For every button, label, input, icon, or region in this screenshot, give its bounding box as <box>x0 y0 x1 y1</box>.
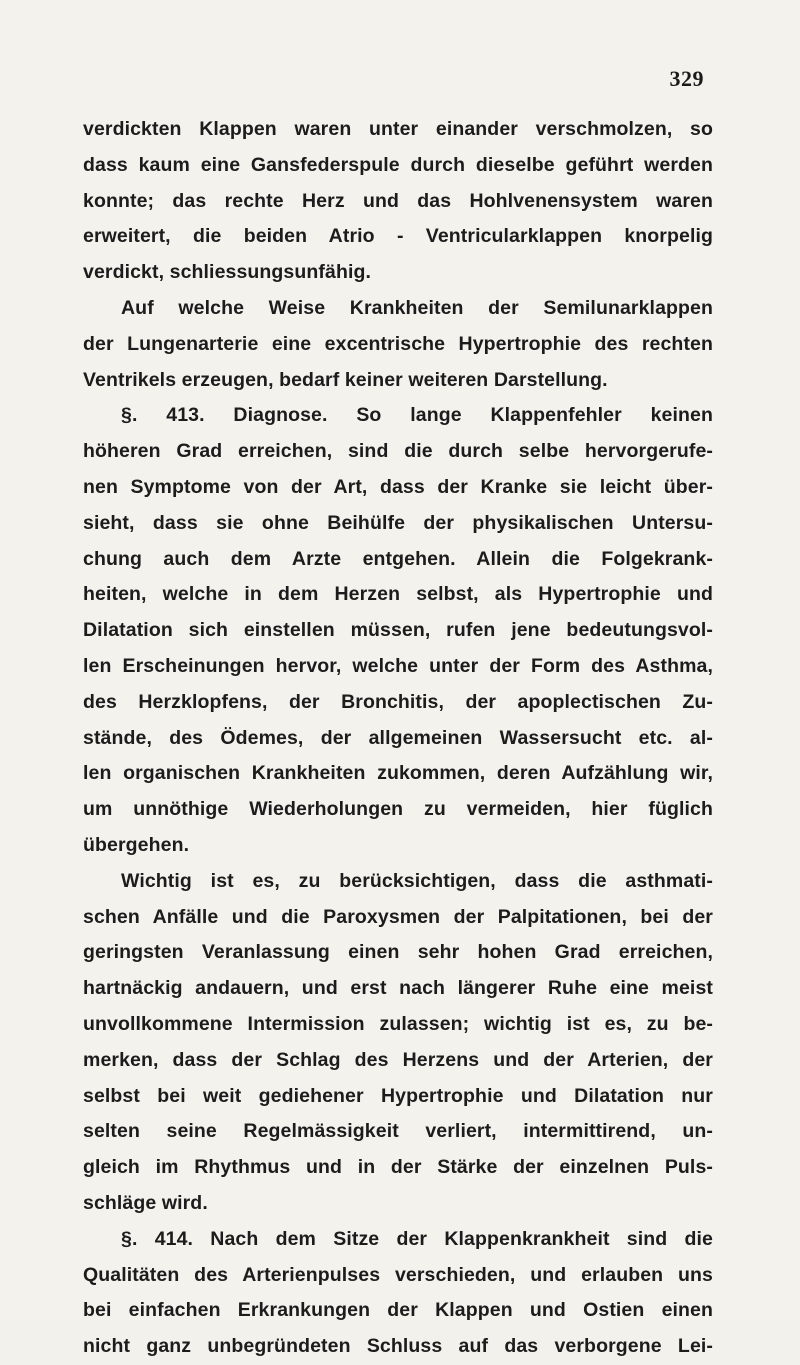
text-line: geringsten Veranlassung einen sehr hohen Grad erreichen, <box>83 941 713 964</box>
text-line: verdickt, schliessungsunfähig. <box>83 261 371 284</box>
text-line: Auf welche Weise Krankheiten der Semilunarklappen <box>121 296 713 319</box>
text-line: schläge wird. <box>83 1191 208 1214</box>
text-line: unvollkommene Intermission zulassen; wichtig ist es, zu be- <box>83 1012 713 1035</box>
text-line: hartnäckig andauern, und erst nach längerer Ruhe eine meist <box>83 977 713 1000</box>
text-line: höheren Grad erreichen, sind die durch selbe hervorgerufe- <box>83 440 713 463</box>
text-line: chung auch dem Arzte entgehen. Allein die Folgekrank- <box>83 547 713 570</box>
text-line: nicht ganz unbegründeten Schluss auf das verborgene Lei- <box>83 1335 713 1358</box>
text-line: dass kaum eine Gansfederspule durch dieselbe geführt werden <box>83 153 713 176</box>
text-line: stände, des Ödemes, der allgemeinen Wassersucht etc. al- <box>83 726 713 749</box>
text-line: §. 414. Nach dem Sitze der Klappenkrankheit sind die <box>121 1227 713 1250</box>
text-line: verdickten Klappen waren unter einander verschmolzen, so <box>83 118 713 140</box>
text-line: übergehen. <box>83 833 190 856</box>
text-line: §. 413. Diagnose. So lange Klappenfehler keinen <box>121 404 713 427</box>
text-line: Wichtig ist es, zu berücksichtigen, dass die asthmati- <box>121 869 713 892</box>
text-line: erweitert, die beiden Atrio - Ventricularklappen knorpelig <box>83 225 713 248</box>
text-line: der Lungenarterie eine excentrische Hypertrophie des rechten <box>83 332 713 355</box>
text-line: Qualitäten des Arterienpulses verschieden, und erlauben uns <box>83 1263 713 1286</box>
text-line: Ventrikels erzeugen, bedarf keiner weiteren Darstellung. <box>83 368 608 391</box>
text-line: len Erscheinungen hervor, welche unter der Form des Asthma, <box>83 654 713 677</box>
text-line: heiten, welche in dem Herzen selbst, als Hypertrophie und <box>83 583 713 606</box>
text-line: des Herzklopfens, der Bronchitis, der apoplectischen Zu- <box>83 690 713 713</box>
text-line: nen Symptome von der Art, dass der Kranke sie leicht über- <box>83 475 713 498</box>
text-line: sieht, dass sie ohne Beihülfe der physikalischen Untersu- <box>83 511 713 534</box>
text-line: bei einfachen Erkrankungen der Klappen und Ostien einen <box>83 1299 713 1322</box>
text-line: len organischen Krankheiten zukommen, deren Aufzählung wir, <box>83 762 713 785</box>
text-line: schen Anfälle und die Paroxysmen der Palpitationen, bei der <box>83 905 713 928</box>
text-line: merken, dass der Schlag des Herzens und der Arterien, der <box>83 1048 713 1071</box>
text-line: selbst bei weit gediehener Hypertrophie und Dilatation nur <box>83 1084 713 1107</box>
text-line: um unnöthige Wiederholungen zu vermeiden, hier füglich <box>83 798 713 821</box>
text-line: selten seine Regelmässigkeit verliert, intermittirend, un- <box>83 1120 713 1143</box>
body-text <box>83 112 713 1365</box>
text-line: gleich im Rhythmus und in der Stärke der einzelnen Puls- <box>83 1156 713 1179</box>
text-line: Dilatation sich einstellen müssen, rufen jene bedeutungsvol- <box>83 619 713 642</box>
page-number: 329 <box>669 66 704 91</box>
text-line: konnte; das rechte Herz und das Hohlvenensystem waren <box>83 189 713 212</box>
